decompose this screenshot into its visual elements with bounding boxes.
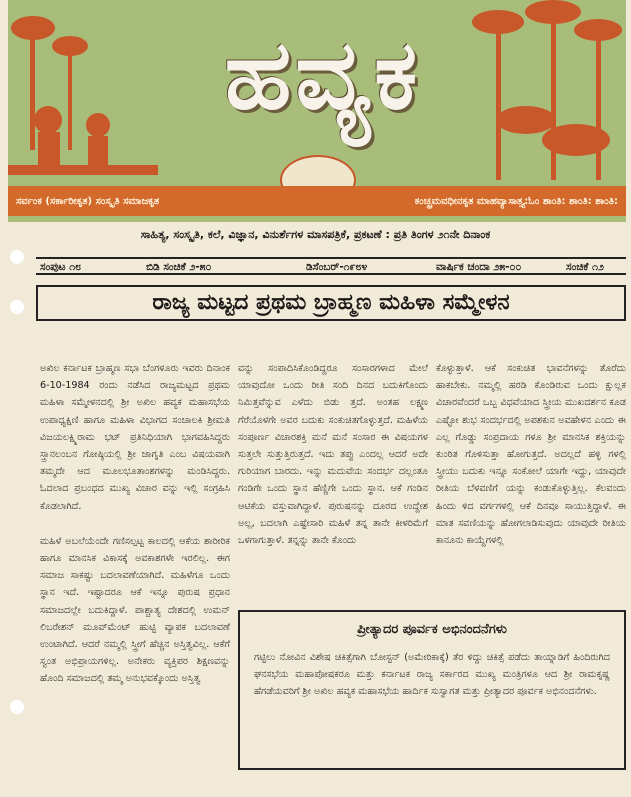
headline: ರಾಜ್ಯ ಮಟ್ಟದ ಪ್ರಥಮ ಬ್ರಾಹ್ಮಣ ಮಹಿಳಾ ಸಮ್ಮೇಳನ <box>36 285 626 321</box>
greeting-body: ಗಟ್ಟಿಲು ನೋವಿನ ವಿಶೇಷ ಚಿಕಿತ್ಸೆಗಾಗಿ ಬೋಸ್ಟನ್ (ಅಮೇರಿಕಾಕ್ಕೆ) ತೆರ ಳಿದ್ದು ಚಿಕಿತ್ಸೆ ಪಡೆದು ತಾಯ್ನಾಡಿಗೆ ಹಿಂದಿರುಗಿದ ಘನಸಭೆಯ ಮಹಾಪೋಷಕರೂ ಮತ್ತು ಕರ್ನಾಟಕ ರಾಜ್ಯ ಸರ್ಕಾರದ ಮುಖ್ಯ ಮಂತ್ರಿಗಳೂ ಆದ ಶ್ರೀ ರಾಮಕೃಷ್ಣ ಹೆಗಡೆಯವರಿಗೆ ಶ್ರೀ ಅಖಿಲ ಹವ್ಯಕ ಮಹಾಸಭೆಯ ಹಾರ್ದಿಕ ಸುಸ್ವಾಗತ ಮತ್ತು ಪ್ರೀತ್ಯಾದರ ಪೂರ್ವಕ ಅಭಿನಂದನೆಗಳು. <box>254 652 610 697</box>
masthead-band <box>8 186 626 216</box>
article-paragraph: ವನ್ನು ಸಂಪಾದಿಸಿಕೊಂಡಿದ್ದರೂ ಸಂಸಾರಗಳಾದ ಮೇಲೆ ಯಾವುದೋ ಒಂದು ರೀತಿ ಸಂದಿ ದಿನದ ಬದುಕಿಗೊಂದು ನಿಮಿತ್ತವೆನ್ನುವ ಎಳೆದು ಬಿಡು ತ್ತದೆ. ಅಂತಹ ಲಕ್ಷ್ಮಣ ಗೆರೆಯೊಳಗೇ ಅವರ ಬದುಕು ಸಂಕುಚಿತಗೊಳ್ಳುತ್ತದೆ. ಮಹಿಳೆಯ ಸಂಪೂರ್ಣ ವಿಚಾರಶಕ್ತಿ ಮನೆ ಮನೆ ಸಂಸಾರ ಈ ವಿಷಯಗಳ ಸುತ್ತಲೇ ಸುತ್ತುತ್ತಿರುತ್ತದೆ. ಇದು ತಪ್ಪು ಎಂದಲ್ಲ ಆದರೆ ಅದೇ ಗುರಿಯಾಗ ಬಾರದು. ಇನ್ನು ಮದುವೆಯ ಸಂದರ್ಭ ದಲ್ಲಂತೂ ಗಂಡಿಗೇ ಒಂದು ಸ್ಥಾನ ಹೆಣ್ಣಿಗೇ ಒಂದು ಸ್ಥಾನ. ಆಕೆ ಗಂಡಿನ ಆಟಿಕೆಯ ವಸ್ತುವಾಗಿದ್ದಾಳೆ. ಪುರುಷನನ್ನು ದೂರದ ಉದ್ದೇಶ ಅಲ್ಲ, ಬದಲಾಗಿ ಎಷ್ಟೇಸಾರಿ ಮಹಿಳೆ ತನ್ನ ತಾನೇ ಕೀಳರಿಮೆಗೆ ಒಳಗಾಗುತ್ತಾಳೆ. ತನ್ನನ್ನು ತಾನೇ ಕೊಂದು <box>238 363 428 547</box>
binder-hole <box>10 700 24 714</box>
issue-date: ಡಿಸೆಂಬರ್-೧೯೮೪ <box>306 261 368 273</box>
article-column-2 <box>238 360 428 567</box>
magazine-title: ಹವ್ಯಕ <box>224 19 422 131</box>
binder-hole <box>10 300 24 314</box>
trees-left-illustration <box>8 0 158 200</box>
issue-price: ಬಿಡಿ ಸಂಚಿಕೆ ೨-೫೦ <box>146 261 212 273</box>
band-left-text: ಸರ್ವಂಕ (ಸರ್ಕಾರೀಕೃತ) ಸಂಸ್ಕೃತಿ ಸಮಾಜಕೃತ <box>16 195 160 207</box>
article-paragraph: ಮಹಿಳೆ ಅಬಲೆಯೆಂದೇ ಗಣಿಸಲ್ಪಟ್ಟ ಕಾಲದಲ್ಲಿ ಆಕೆಯ ಶಾರೀರಿಕ ಹಾಗೂ ಮಾನಸಿಕ ವಿಕಾಸಕ್ಕೆ ಅವಕಾಶಗಳೇ ಇರಲಿಲ್ಲ. ಈಗ ಸಮಾಜ ಸಾಕಷ್ಟು ಬದಲಾವಣೆಯಾಗಿದೆ. ಮಹಿಳೆಗೂ ಒಂದು ಸ್ಥಾನ ಇದೆ. ಇಷ್ಟಾದರೂ ಆಕೆ ಇನ್ನೂ ಪುರುಷ ಪ್ರಧಾನ ಸಮಾಜದಲ್ಲೇ ಬದುಕಿದ್ದಾಳೆ. ಪಾಶ್ಚಾತ್ಯ ದೇಶದಲ್ಲಿ ಉಮನ್ ಲಿಬರೇಶನ್ ಮೂವ್‌ಮೆಂಟ್ ಹುಟ್ಟಿ ವ್ಯಾಪಕ ಬದಲಾವಣೆ ಉಂಟಾಗಿದೆ. ಆದರೆ ನಮ್ಮಲ್ಲಿ ಸ್ತ್ರೀಗೆ ಹೆಚ್ಚಿನ ಅಸ್ತಿತ್ವವಿಲ್ಲ. ಆಕೆಗೆ ಸ್ವಂತ ಅಭಿಪ್ರಾಯಗಳಿಲ್ಲ. ಅನೇಕರು ವ್ಯಕ್ತಿಪರ ಶಿಕ್ಷಣವನ್ನು ಹೊಂದಿ ಸಮಾಜದಲ್ಲಿ ತಮ್ಮ ಅನುಭವಕ್ಕೊಂದು ಅಸ್ತಿತ್ವ <box>40 535 230 685</box>
trees-right-illustration <box>456 0 626 200</box>
article-column-3 <box>436 360 626 567</box>
issue-number: ಸಂಚಿಕೆ ೧೨ <box>566 261 604 273</box>
masthead <box>8 0 626 222</box>
article-paragraph: ಅಖಿಲ ಕರ್ನಾಟಕ ಬ್ರಾಹ್ಮಣ ಸಭಾ ಬೆಂಗಳೂರು ಇವರು ದಿನಾಂಕ 6-10-1984 ರಂದು ನಡೆಸಿದ ರಾಜ್ಯಮಟ್ಟದ ಪ್ರಥಮ ಮಹಿಳಾ ಸಮ್ಮೇಳನದಲ್ಲಿ ಶ್ರೀ ಅಖಿಲ ಹವ್ಯಕ ಮಹಾಸಭೆಯ ಉಪಾಧ್ಯಕ್ಷಿಣಿ ಹಾಗೂ ಮಹಿಳಾ ವಿಭಾಗದ ಸಂಚಾಲಕಿ ಶ್ರೀಮತಿ ವಿಜಯಲಕ್ಷ್ಮಿರಾಮ ಭಟ್ ಪ್ರತಿನಿಧಿಯಾಗಿ ಭಾಗವಹಿಸಿದ್ದರು ಸ್ತ್ರಾನಲಂಬನ ಗೋಷ್ಠಿಯಲ್ಲಿ ಶ್ರೀ ಜಾಗೃತಿ ಎಂಬ ವಿಷಯವಾಗಿ ತಮ್ಮದೇ ಆದ ಮೂಲಭೂತಾಂಶಗಳನ್ನು ಮಂಡಿಸಿದ್ದರು. ಓದಲಾದ ಪ್ರಬಂಧದ ಮುಖ್ಯ ವಿಚಾರ ವನ್ನು ಇಲ್ಲಿ ಸಂಗ್ರಹಿಸಿ ಕೊಡಲಾಗಿದೆ. <box>40 363 230 512</box>
binder-hole <box>10 250 24 264</box>
greeting-box <box>238 610 626 770</box>
issue-meta-row <box>36 257 626 275</box>
article-column-1 <box>40 360 230 706</box>
band-right-text: ಕಂಚ್ಛ್ರಮವಧೀನಕೃತ ಮಾಹವ್ಯಾಸಾತ್ತ್ಯ:ಓಂ ಶಾಂತಿ: ಶಾಂತಿ: ಶಾಂತಿ: <box>414 195 618 207</box>
subscription: ವಾರ್ಷಿಕ ಚಂದಾ ೨೫-೦೦ <box>436 261 522 273</box>
volume: ಸಂಪುಟ ೧೮ <box>40 261 82 273</box>
greeting-title: ಪ್ರೀತ್ಯಾದರ ಪೂರ್ವಕ ಅಭಿನಂದನೆಗಳು <box>357 622 507 637</box>
subtitle: ಸಾಹಿತ್ಯ, ಸಂಸ್ಕೃತಿ, ಕಲೆ, ವಿಜ್ಞಾನ, ವಿನುರ್ಶೆಗಳ ಮಾಸಪತ್ರಿಕೆ, ಪ್ರಕಟಣೆ : ಪ್ರತಿ ತಿಂಗಳ ೨೧ನೇ ದಿನಾಂಕ <box>140 228 491 241</box>
article-paragraph: ಕೊಳ್ಳುತ್ತಾಳೆ. ಆಕೆ ಸಂಕುಚಿತ ಭಾವನೆಗಳನ್ನು ತೊರೆದು ಹಾಕಬೇಕು. ನಮ್ಮಲ್ಲಿ ಹರಡಿ ಕೊಂಡಿರುವ ಒಂದು ಕ್ಷುಲ್ಲಕ ವಿಚಾರವೆಂದರೆ ಒಬ್ಬ ವಿಧವೆಯಾದ ಸ್ತ್ರೀಯ ಮುಖದರ್ಶನ ಕೂಡ ಎಷ್ಟೋ ಶುಭ ಸಂದರ್ಭದಲ್ಲಿ ಅಪಶಕುನ ಅವಹೇಳನ ಎಂದು ಈ ಎಲ್ಲ ಗೊಡ್ಡು ಸಂಪ್ರದಾಯ ಗಳೂ ಶ್ರೀ ಮಾನಸಿಕ ಶಕ್ತಿಯನ್ನು ಕುಂಠಿತ ಗೊಳಿಸುತ್ತಾ ಹೋಗುತ್ತದೆ. ಅದಲ್ಲದೆ ಹಳ್ಳಿ ಗಳಲ್ಲಿ ಸ್ತ್ರೀಯು ಬದುಕು ಇನ್ನೂ ಸಂಕೋಲೆ ಯಾಗೇ ಇದ್ದು, ಯಾವುದೇ ರೀತಿಯ ಬೆಳವಣಿಗೆ ಯನ್ನು ಕಂಡುಕೊಳ್ಳುತ್ತಿಲ್ಲ. ಕೆಲವಂದು ಹಿಂದು ಳಿದ ವರ್ಗಗಳಲ್ಲಿ ಆಕೆ ದಿನವೂ ಸಾಯುತ್ತಿದ್ದಾಳೆ. ಈ ಮಾತ ಸವಣಿಯನ್ನು ಹೋಗಲಾಡಿಸುವುದು ಯಾವುದೇ ರೀತಿಯ ಕಾನೂನು ಕಾಯ್ದೆಗಳಲ್ಲಿ <box>436 363 626 547</box>
